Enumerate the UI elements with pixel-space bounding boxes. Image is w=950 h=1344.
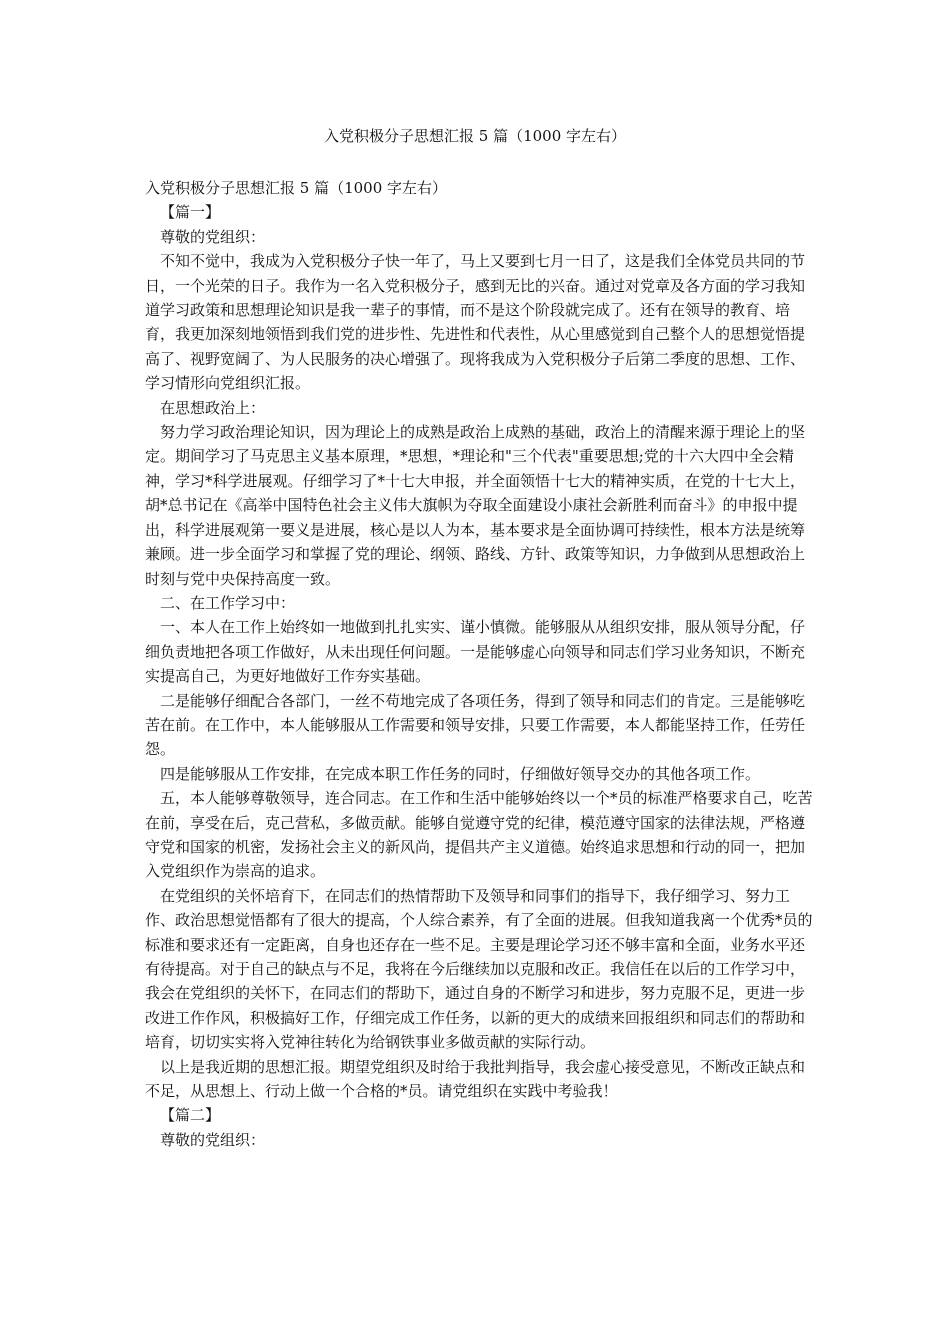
section-heading: 【篇一】	[160, 203, 221, 222]
paragraph: 以上是我近期的思想汇报。期望党组织及时给于我批判指导，我会虚心接受意见，不断改正缺点和不足，从思想上、行动上做一个合格的*员。请党组织在实践中考验我！	[145, 1057, 806, 1101]
subheading: 在思想政治上：	[160, 398, 266, 417]
section-heading: 【篇二】	[160, 1106, 221, 1125]
paragraph: 努力学习政治理论知识，因为理论上的成熟是政治上成熟的基础，政治上的清醒来源于理论上的坚定。期间学习了马克思主义基本原理，*思想，*理论和"三个代表"重要思想;党的十六大四中全会精神，学习*科学进展观。仔细学习了*十七大申报，并全面领悟十七大的精神实质，在党的十七大上，胡*总书记在《高举中国特色社会主义伟大旗帜为夺取全面建设小康社会新胜利而奋斗》的申报中提出，科学进展观第一要义是进展，核心是以人为本，基本要求是全面协调可持续性，根本方法是统筹兼顾。进一步全面学习和掌握了党的理论、纲领、路线、方针、政策等知识，力争做到从思想政治上时刻与党中央保持高度一致。	[145, 423, 806, 588]
paragraph: 一、本人在工作上始终如一地做到扎扎实实、谨小慎微。能够服从从组织安排，服从领导分配，仔细负责地把各项工作做好，从未出现任何问题。一是能够虚心向领导和同志们学习业务知识，不断充实提高自己，为更好地做好工作夯实基础。	[145, 618, 806, 686]
paragraph: 四是能够服从工作安排，在完成本职工作任务的同时，仔细做好领导交办的其他各项工作。	[160, 764, 761, 783]
paragraph: 五，本人能够尊敬领导，连合同志。在工作和生活中能够始终以一个*员的标准严格要求自己，吃苦在前，享受在后，克己营私，多做贡献。能够自觉遵守党的纪律，模范遵守国家的法律法规，严格遵守党和国家的机密，发扬社会主义的新风尚，提倡共产主义道德。始终追求思想和行动的同一，把加入党组织作为崇高的追求。	[145, 789, 813, 881]
paragraph: 在党组织的关怀培育下，在同志们的热情帮助下及领导和同事们的指导下，我仔细学习、努力工作、政治思想觉悟都有了很大的提高，个人综合素养，有了全面的进展。但我知道我离一个优秀*员的标准和要求还有一定距离，自身也还存在一些不足。主要是理论学习还不够丰富和全面，业务水平还有待提高。对于自己的缺点与不足，我将在今后继续加以克服和改正。我信任在以后的工作学习中，我会在党组织的关怀下，在同志们的帮助下，通过自身的不断学习和进步，努力克服不足，更进一步改进工作作风，积极搞好工作，仔细完成工作任务，以新的更大的成绩来回报组织和同志们的帮助和培育，切切实实将入党神往转化为给钢铁事业多做贡献的实际行动。	[145, 886, 813, 1052]
document-body	[145, 176, 813, 1152]
paragraph: 不知不觉中，我成为入党积极分子快一年了，马上又要到七月一日了，这是我们全体党员共同的节日，一个光荣的日子。我作为一名入党积极分子，感到无比的兴奋。通过对党章及各方面的学习我知道学习政策和思想理论知识是我一辈子的事情，而不是这个阶段就完成了。还有在领导的教育、培育，我更加深刻地领悟到我们党的进步性、先进性和代表性，从心里感觉到自己整个人的思想觉悟提高了、视野宽阔了、为人民服务的决心增强了。现将我成为入党积极分子后第二季度的思想、工作、学习情形向党组织汇报。	[145, 252, 806, 393]
document-subtitle: 入党积极分子思想汇报 5 篇（1000 字左右）	[145, 179, 448, 197]
salutation: 尊敬的党组织：	[160, 1130, 266, 1149]
subheading: 二、在工作学习中：	[160, 593, 296, 612]
paragraph: 二是能够仔细配合各部门，一丝不苟地完成了各项任务，得到了领导和同志们的肯定。三是能够吃苦在前。在工作中，本人能够服从工作需要和领导安排，只要工作需要，本人都能坚持工作，任劳任怨。	[145, 691, 806, 759]
page-title: 入党积极分子思想汇报 5 篇（1000 字左右）	[323, 127, 627, 145]
salutation: 尊敬的党组织：	[160, 227, 266, 246]
